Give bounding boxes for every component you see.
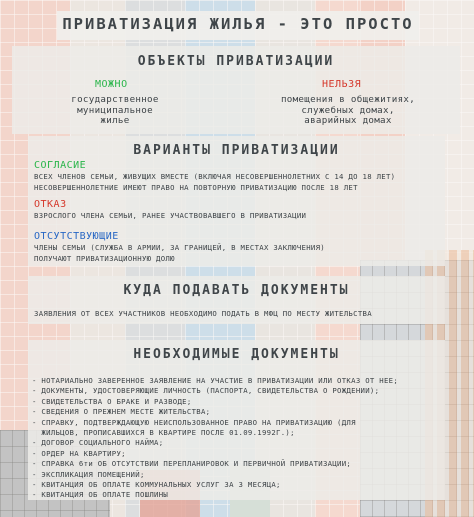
document-item: - КВИТАНЦИЯ ОБ ОПЛАТЕ КОММУНАЛЬНЫХ УСЛУГ ЗА 3 МЕСЯЦА;: [32, 480, 281, 490]
document-item: - ОРДЕР НА КВАРТИРУ;: [32, 448, 126, 458]
document-item: - СВИДЕТЕЛЬСТВА О БРАКЕ И РАЗВОДЕ;: [32, 396, 192, 406]
document-item: - ДОКУМЕНТЫ, УДОСТОВЕРЯЮЩИЕ ЛИЧНОСТЬ (ПАСПОРТА, СВИДЕТЕЛЬСТВА О РОЖДЕНИИ);: [32, 386, 380, 396]
document-item: - ДОГОВОР СОЦИАЛЬНОГО НАЙМА;: [32, 438, 164, 448]
forbidden-line: аварийных домах: [304, 115, 392, 127]
allowed-description: [50, 95, 180, 127]
allowed-line: муниципальное: [77, 104, 153, 116]
refusal-line: ВЗРОСЛОГО ЧЛЕНА СЕМЬИ, РАНЕЕ УЧАСТВОВАВШЕГО В ПРИВАТИЗАЦИИ: [34, 211, 307, 220]
forbidden-label: НЕЛЬЗЯ: [322, 79, 362, 90]
forbidden-description: [262, 95, 434, 127]
submit-text: ЗАЯВЛЕНИЯ ОТ ВСЕХ УЧАСТНИКОВ НЕОБХОДИМО ПОДАТЬ В МФЦ ПО МЕСТУ ЖИТЕЛЬСТВА: [34, 309, 372, 318]
forbidden-line: помещения в общежитиях,: [280, 94, 416, 105]
forbidden-line: служебных домах,: [301, 104, 395, 116]
document-item: ЖИЛЬЦОВ, ПРОПИСАВШИХСЯ В КВАРТИРЕ ПОСЛЕ 01.09.1992Г.);: [32, 428, 295, 438]
document-item: - КВИТАНЦИЯ ОБ ОПЛАТЕ ПОШЛИНЫ: [32, 490, 169, 500]
consent-line: НЕСОВЕРШЕННОЛЕТНИЕ ИМЕЮТ ПРАВО НА ПОВТОРНУЮ ПРИВАТИЗАЦИЮ ПОСЛЕ 18 ЛЕТ: [34, 183, 358, 192]
absent-label: ОТСУТСТВУЮЩИЕ: [34, 231, 119, 242]
allowed-line: государственное: [71, 94, 159, 105]
document-item: - НОТАРИАЛЬНО ЗАВЕРЕННОЕ ЗАЯВЛЕНИЕ НА УЧАСТИЕ В ПРИВАТИЗАЦИИ ИЛИ ОТКАЗ ОТ НЕЕ;: [32, 376, 399, 385]
absent-line: ЧЛЕНЫ СЕМЬИ (СЛУЖБА В АРМИИ, ЗА ГРАНИЦЕЙ, В МЕСТАХ ЗАКЛЮЧЕНИЯ): [34, 243, 325, 252]
consent-line: ВСЕХ ЧЛЕНОВ СЕМЬИ, ЖИВУЩИХ ВМЕСТЕ (ВКЛЮЧАЯ НЕСОВЕРШЕННОЛЕТНИХ С 14 ДО 18 ЛЕТ): [34, 172, 396, 181]
variants-title: ВАРИАНТЫ ПРИВАТИЗАЦИИ: [133, 143, 340, 158]
allowed-label: МОЖНО: [95, 79, 128, 90]
documents-title: НЕОБХОДИМЫЕ ДОКУМЕНТЫ: [133, 347, 340, 362]
refusal-label: ОТКАЗ: [34, 199, 67, 210]
page-title: ПРИВАТИЗАЦИЯ ЖИЛЬЯ - ЭТО ПРОСТО: [62, 15, 414, 33]
document-item: - СПРАВКА 6ти ОБ ОТСУТСТВИИ ПЕРЕПЛАНИРОВОК И ПЕРВИЧНОЙ ПРИВАТИЗАЦИИ;: [32, 459, 352, 469]
absent-line: ПОЛУЧАЮТ ПРИВАТИЗАЦИОННУЮ ДОЛЮ: [34, 254, 175, 263]
document-item: - СВЕДЕНИЯ О ПРЕЖНЕМ МЕСТЕ ЖИТЕЛЬСТВА;: [32, 407, 211, 417]
document-item: - ЭКСПЛИКАЦИЯ ПОМЕЩЕНИЙ;: [32, 469, 145, 479]
consent-label: СОГЛАСИЕ: [34, 160, 87, 171]
document-item: - СПРАВКУ, ПОДТВЕРЖДАЮЩУЮ НЕИСПОЛЬЗОВАННОЕ ПРАВО НА ПРИВАТИЗАЦИЮ (ДЛЯ: [32, 417, 356, 427]
documents-list: [32, 376, 398, 501]
allowed-line: жилье: [100, 115, 130, 127]
objects-title: ОБЪЕКТЫ ПРИВАТИЗАЦИИ: [137, 54, 335, 69]
submit-title: КУДА ПОДАВАТЬ ДОКУМЕНТЫ: [123, 283, 350, 298]
